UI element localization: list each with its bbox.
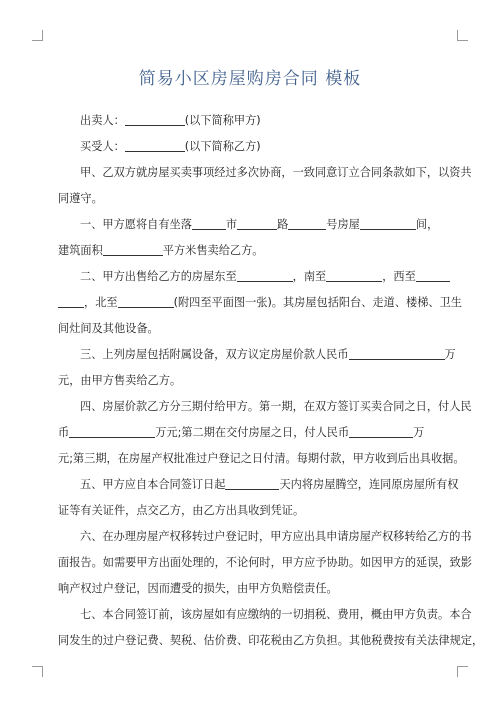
city-blank[interactable]	[192, 216, 226, 230]
number-blank[interactable]	[288, 216, 326, 230]
page-corner-mark	[32, 666, 43, 677]
second-payment-blank[interactable]	[349, 424, 413, 438]
clause-4-line	[58, 420, 443, 446]
clause-text: 号房屋	[326, 218, 360, 231]
document-body	[58, 108, 484, 654]
paragraph-line: 甲、乙双方就房屋买卖事项经过多次协商，一致同意订立合同条款如下，以资共	[80, 166, 472, 179]
south-blank[interactable]	[326, 268, 382, 282]
seller-line	[58, 108, 443, 134]
clause-text: (附四至平面图一张)。其房屋包括阳台、走道、楼梯、卫生	[173, 296, 462, 309]
clause-5-line	[58, 472, 459, 498]
clause-text: 建筑面积	[58, 244, 103, 257]
buyer-note: (以下简称乙方)	[184, 140, 261, 153]
days-blank[interactable]	[225, 476, 279, 490]
clause-6-line: 六、在办理房屋产权移转过户登记时，甲方应出具申请房屋产权移转给乙方的书	[80, 530, 472, 543]
buyer-line	[58, 134, 443, 160]
road-blank[interactable]	[237, 216, 277, 230]
area-blank[interactable]	[103, 242, 163, 256]
clause-7-line: 同发生的过户登记费、契税、估价费、印花税由乙方负担。其他税费按有关法律规定，	[58, 634, 484, 647]
clause-text: 天内将房屋腾空，连同原房屋所有权	[279, 478, 459, 491]
page-corner-mark	[457, 666, 468, 677]
east-blank[interactable]	[237, 268, 293, 282]
buyer-blank[interactable]	[125, 138, 185, 152]
clause-text: ，西至	[382, 270, 416, 283]
clause-text: 币	[58, 426, 70, 439]
clause-text: 万	[413, 426, 425, 439]
clause-text: 间，	[415, 218, 439, 231]
page-corner-mark	[457, 30, 468, 41]
clause-4-line: 元;第三期，在房屋产权批准过户登记之日付清。每期付款，甲方收到后出具收据。	[58, 452, 465, 465]
west-blank-cont[interactable]	[58, 294, 84, 308]
clause-text: ，北至	[84, 296, 118, 309]
price-blank[interactable]	[349, 346, 445, 360]
seller-label: 出卖人：	[80, 114, 125, 127]
seller-note: (以下简称甲方)	[184, 114, 261, 127]
clause-2-line	[58, 264, 443, 290]
clause-2-line	[58, 290, 462, 316]
clause-7-line: 七、本合同签订前，该房屋如有应缴纳的一切捐税、费用，概由甲方负责。本合	[80, 608, 472, 621]
document-title: 简易小区房屋购房合同 模板	[138, 69, 362, 89]
clause-6-line: 面报告。如需要甲方出面处理的，不论何时，甲方应予协助。如因甲方的延误，致影	[58, 556, 472, 569]
clause-text: 万	[444, 348, 456, 361]
clause-1-line	[58, 238, 443, 264]
clause-text: 万元;第二期在交付房屋之日，付人民币	[155, 426, 350, 439]
page-corner-mark	[32, 30, 43, 41]
clause-text: 二、甲方出售给乙方的房屋东至	[80, 270, 237, 283]
clause-2-line: 间灶间及其他设备。	[58, 322, 159, 335]
clause-text: 三、上列房屋包括附属设备，双方议定房屋价款人民币	[80, 348, 349, 361]
clause-3-line: 元，由甲方售卖给乙方。	[58, 374, 182, 387]
clause-text: 一、甲方愿将自有坐落	[80, 218, 192, 231]
clause-text: 平方米售卖给乙方。	[162, 244, 264, 257]
paragraph-line: 同遵守。	[58, 192, 103, 205]
north-blank[interactable]	[118, 294, 174, 308]
clause-5-line: 证等有关证件，点交乙方，由乙方出具收到凭证。	[58, 504, 305, 517]
west-blank[interactable]	[416, 268, 450, 282]
clause-text: 五、甲方应自本合同签订日起	[80, 478, 226, 491]
first-payment-blank[interactable]	[69, 424, 155, 438]
clause-4-line: 四、房屋价款乙方分三期付给甲方。第一期，在双方签订买卖合同之日，付人民	[80, 400, 472, 413]
rooms-blank[interactable]	[360, 216, 416, 230]
seller-blank[interactable]	[125, 112, 185, 126]
clause-3-line	[58, 342, 456, 368]
clause-text: 路	[277, 218, 289, 231]
clause-text: 市	[225, 218, 238, 231]
buyer-label: 买受人：	[80, 140, 125, 153]
clause-1-line	[58, 212, 443, 238]
clause-text: ，南至	[292, 270, 327, 283]
clause-6-line: 响产权过户登记，因而遭受的损失，由甲方负赔偿责任。	[58, 582, 338, 595]
